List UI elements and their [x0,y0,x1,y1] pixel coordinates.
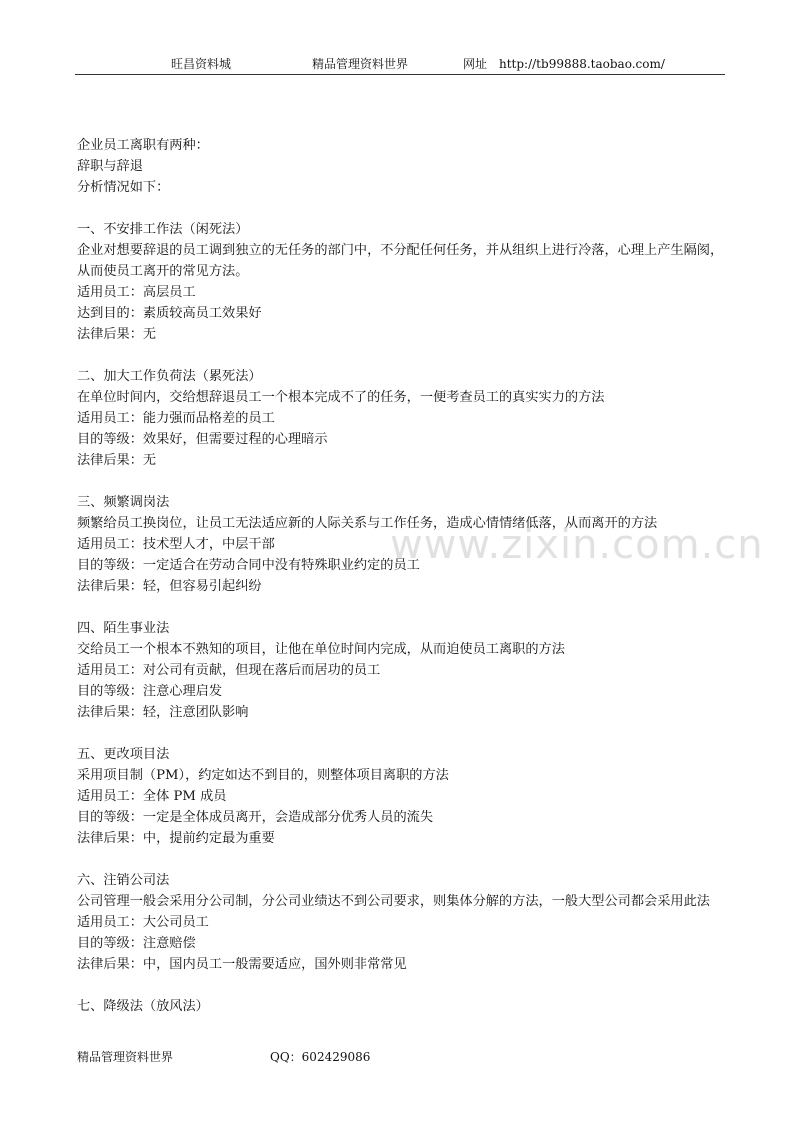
section-line: 目的等级：一定是全体成员离开，会造成部分优秀人员的流失 [77,810,434,825]
section-line: 采用项目制（PM），约定如达不到目的，则整体项目离职的方法 [77,768,449,783]
section-5 [77,744,727,849]
section-7 [77,996,727,1017]
section-title: 二、加大工作负荷法（累死法） [77,369,262,384]
section-line: 达到目的：素质较高员工效果好 [77,306,262,321]
section-line: 频繁给员工换岗位，让员工无法适应新的人际关系与工作任务，造成心情情绪低落，从而离开的方法 [77,516,658,531]
header-url[interactable]: 网址 http://tb99888.taobao.com/ [463,57,665,71]
section-line: 公司管理一般会采用分公司制，分公司业绩达不到公司要求，则集体分解的方法，一般大型公司都会采用此法 [77,894,710,909]
section-title: 六、注销公司法 [77,873,170,888]
section-line: 法律后果：轻，但容易引起纠纷 [77,579,262,594]
section-line: 法律后果：无 [77,453,157,468]
section-title: 一、不安排工作法（闲死法） [77,222,249,237]
page-header [75,54,725,75]
section-line: 目的等级：注意心理启发 [77,684,223,699]
section-line: 在单位时间内，交给想辞退员工一个根本完成不了的任务，一便考查员工的真实实力的方法 [77,390,605,405]
section-6 [77,870,727,975]
document-body [77,135,727,1038]
section-title: 五、更改项目法 [77,747,170,762]
section-line: 企业对想要辞退的员工调到独立的无任务的部门中，不分配任何任务，并从组织上进行冷落，心理上产生隔阂，从而使员工离开的常见方法。 [77,243,724,279]
section-line: 适用员工：全体 PM 成员 [77,789,227,804]
section-4 [77,618,727,723]
intro-line: 辞职与辞退 [77,159,143,174]
section-title: 四、陌生事业法 [77,621,170,636]
section-line: 法律后果：轻，注意团队影响 [77,705,249,720]
intro-block [77,135,727,198]
watermark: www.zixin.com.cn [390,522,764,568]
section-line: 适用员工：对公司有贡献，但现在落后而居功的员工 [77,663,381,678]
section-2 [77,366,727,471]
intro-line: 分析情况如下： [77,180,170,195]
footer-site-name: 精品管理资料世界 [77,1050,174,1064]
section-line: 适用员工：高层员工 [77,285,196,300]
intro-line: 企业员工离职有两种： [77,138,209,153]
section-title: 三、频繁调岗法 [77,495,170,510]
section-title: 七、降级法（放风法） [77,999,209,1014]
header-slogan: 精品管理资料世界 [312,57,409,71]
section-line: 适用员工：能力强而品格差的员工 [77,411,275,426]
section-line: 法律后果：中，提前约定最为重要 [77,831,275,846]
section-line: 目的等级：一定适合在劳动合同中没有特殊职业约定的员工 [77,558,420,573]
footer-qq: QQ：602429086 [270,1050,371,1064]
section-line: 目的等级：注意赔偿 [77,936,196,951]
section-line: 目的等级：效果好，但需要过程的心理暗示 [77,432,328,447]
header-site-name: 旺昌资料城 [171,57,232,71]
section-line: 交给员工一个根本不熟知的项目，让他在单位时间内完成，从而迫使员工离职的方法 [77,642,565,657]
section-1 [77,219,727,345]
section-line: 适用员工：技术型人才，中层干部 [77,537,275,552]
section-3 [77,492,727,597]
section-line: 法律后果：无 [77,327,157,342]
section-line: 适用员工：大公司员工 [77,915,209,930]
section-line: 法律后果：中，国内员工一般需要适应，国外则非常常见 [77,957,407,972]
